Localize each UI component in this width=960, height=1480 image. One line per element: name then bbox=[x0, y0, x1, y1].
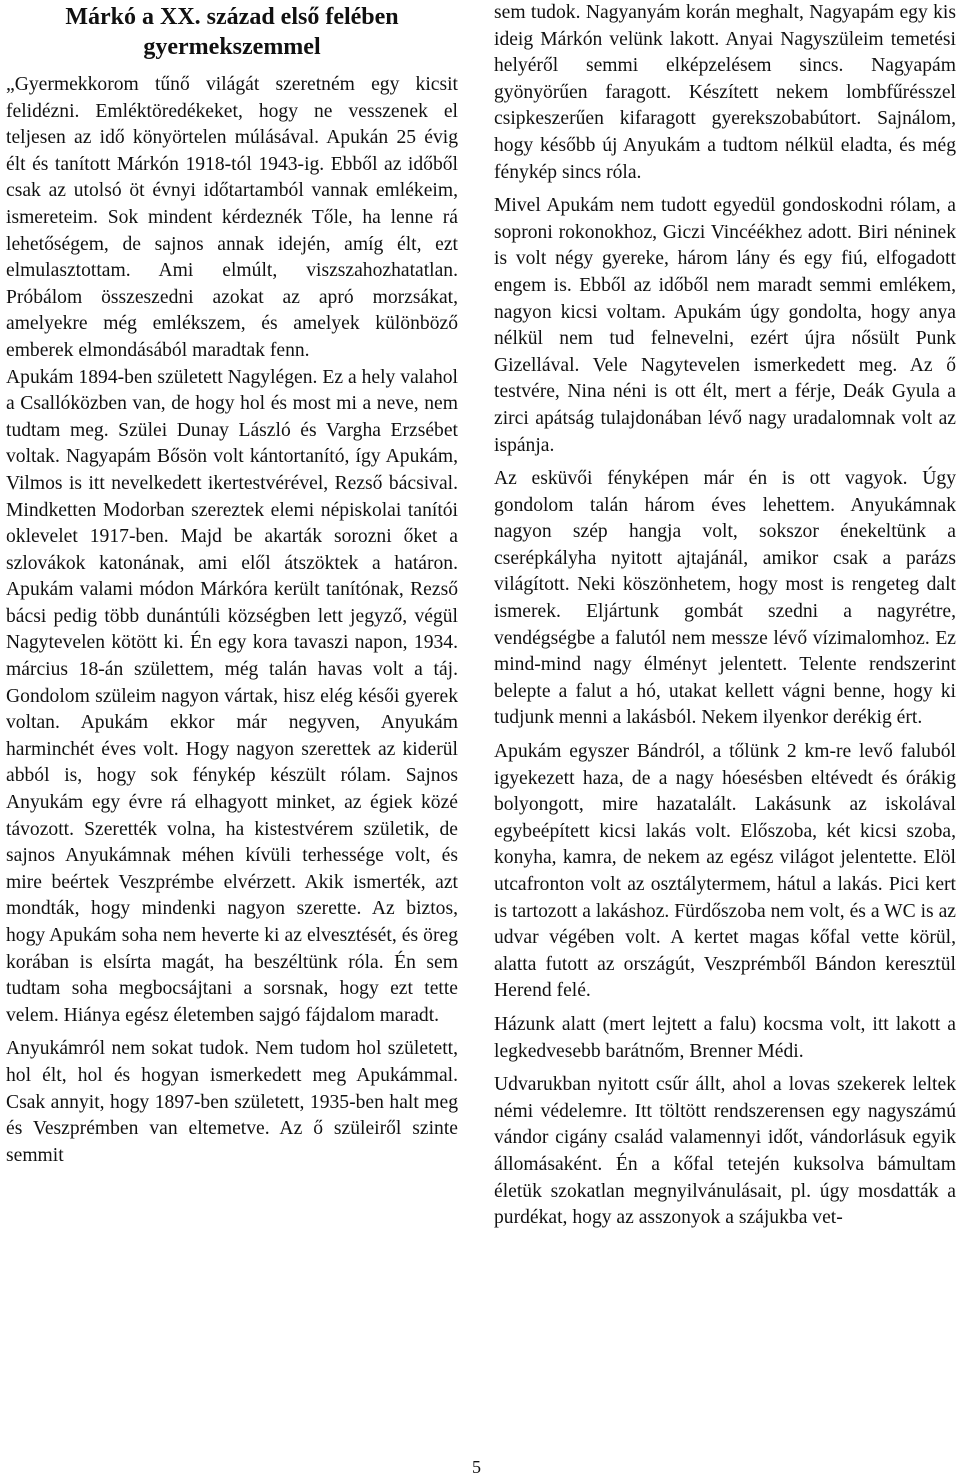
paragraph: Apukám 1894-ben született Nagylégen. Ez a hely valahol a Csallóközben van, de hogy hol és most mi a neve, nem tudtam meg. Szülei Dunay László és Vargha Erzsébet voltak. Nagyapám Bősön volt kántortanító, így Apukám, Vilmos is itt nevelkedett ikertestvérével, Rezső bácsival. Mindketten Modorban szereztek elemi népiskolai tanítói oklevelet 1917-ben. Majd be akarták sorozni őket a szlovákok katonának, ami elől átszöktek a határon. Apukám valami módon Márkóra került tanítónak, Rezső bácsi pedig több dunántúli községben lett jegyző, végül Nagytevelen kötött ki. Én egy kora tavaszi napon, 1934. március 18-án születtem, még talán havas volt a táj. Gondolom szüleim nagyon vártak, hisz elég késői gyerek voltan. Apukám ekkor már negyven, Anyukám harminchét éves volt. Hogy nagyon szerettek az kiderül abból is, hogy sok fénykép készült rólam. Sajnos Anyukám egy évre rá elhagyott minket, az égiek közé távozott. Szerették volna, ha kistestvérem születik, de sajnos Anyukámnak méhen kívüli terhessége volt, és mire beértek Veszprémbe elvérzett. Akik ismerték, azt mondták, hogy mindenki nagyon szerette. Az biztos, hogy Apukám soha nem heverte ki az elvesztését, és öreg korában is elsírta magát, ha beszéltünk róla. Én sem tudtam soha megbocsájtani a sorsnak, hogy ezt tette velem. Hiánya egész életemben sajgó fájdalom maradt. bbox=[6, 366, 458, 1026]
left-column bbox=[6, 0, 458, 1169]
paragraph: Az esküvői fényképen már én is ott vagyok. Úgy gondolom talán három éves lehettem. Anyukámnak nagyon szép hangja volt, sokszor énekeltünk a cserépkályha nyitott ajtajánál, amikor csak a parázs világított. Neki köszönhetem, hogy most is rengeteg dalt ismerek. Eljártunk gombát szedni a nagyrétre, vendégségbe a falutól nem messze lévő vízimalomhoz. Ez mind-mind nagy élményt jelentett. Telente rendszerint belepte a falut a hó, utakat kellett vágni benne, hogy ki tudjunk menni a lakásból. Nekem ilyenkor derékig ért. bbox=[494, 468, 956, 729]
paragraph: Mivel Apukám nem tudott egyedül gondoskodni rólam, a soproni rokonokhoz, Giczi Vincéékhez adott. Biri néninek is volt négy gyereke, három lány és egy fiú, elfogadott engem is. Ebből az időből nem maradt semmi emlékem, nagyon kicsi voltam. Apukám úgy gondolta, hogy anya nélkül nem tud felnevelni, ezért újra nősült Punk Gizellával. Vele Nagytevelen ismerkedett meg. Az ő testvére, Nina néni is ott élt, mert a férje, Deák Gyula a zirci apátság tulajdonában lévő nagy uradalomnak volt az ispánja. bbox=[494, 195, 956, 456]
paragraph: Anyukámról nem sokat tudok. Nem tudom hol született, hol élt, hol és hogyan ismerkedett meg Apukámmal. Csak annyit, hogy 1897-ben született, 1935-ben halt meg és Veszprémben van eltemetve. Az ő szüleiről szinte semmit bbox=[6, 1038, 458, 1166]
paragraph: Udvarukban nyitott csűr állt, ahol a lovas szekerek leltek némi védelemre. Itt töltött rendszerensen egy nagyszámú vándor cigány család valamennyi időt, vándorlásuk egyik állomásaként. Én a kőfal tetején kuksolva bámultam életük szokatlan megnyilvánulásait, pl. úgy mosdatták a purdékat, hogy az asszonyok a szájukba vet- bbox=[494, 1074, 956, 1229]
paragraph: sem tudok. Nagyanyám korán meghalt, Nagyapám egy kis ideig Márkón velünk lakott. Anyai Nagyszüleim temetési helyéről semmi elképzelésem sincs. Nagyapám gyönyörűen faragott. Készített nekem lombfűrésszel csipkeszerűen kifaragott gyerekszobabútort. Sajnálom, hogy később új Anyukám a tudtom nélkül eladta, és még fénykép sincs róla. bbox=[494, 2, 956, 183]
paragraph: Házunk alatt (mert lejtett a falu) kocsma volt, itt lakott a legkedvesebb barátnőm, Brenner Médi. bbox=[494, 1013, 956, 1062]
article-title: Márkó a XX. század első felében gyermekszemmel bbox=[65, 4, 399, 60]
right-column bbox=[494, 0, 956, 1232]
paragraph: „Gyermekkorom tűnő világát szeretném egy kicsit felidézni. Emléktöredékeket, hogy ne vesszenek el teljesen az idő könyörtelen múlásával. Apukán 25 évig élt és tanított Márkón 1918-tól 1943-ig. Ebből az időből csak az utolsó öt évnyi időtartamból vannak emlékeim, ismereteim. Sok mindent kérdeznék Tőle, ha lenne rá lehetőségem, de sajnos annak idején, amíg élt, ezt elmulasztottam. Ami elmúlt, viszszahozhatatlan. Próbálom összeszedni azokat az apró morzsákat, amelyekre még emlékszem, és amelyek különböző emberek elmondásából maradtak fenn. bbox=[6, 74, 458, 361]
paragraph: Apukám egyszer Bándról, a tőlünk 2 km-re levő faluból igyekezett haza, de a nagy hóesésben eltévedt és órákig bolyongott, mire hazatalált. Lakásunk az iskolával egybeépített kicsi lakás volt. Előszoba, két kicsi szoba, konyha, kamra, de nekem az egész világot jelentette. Elöl utcafronton volt az osztálytermem, hátul a lakás. Pici kert is tartozott a lakáshoz. Fürdőszoba nem volt, és a WC is az udvar végében volt. A kertet magas kőfal vette körül, alatta futott az országút, Veszprémből Bándon keresztül Herend felé. bbox=[494, 741, 956, 1002]
page-number: 5 bbox=[472, 1457, 481, 1477]
